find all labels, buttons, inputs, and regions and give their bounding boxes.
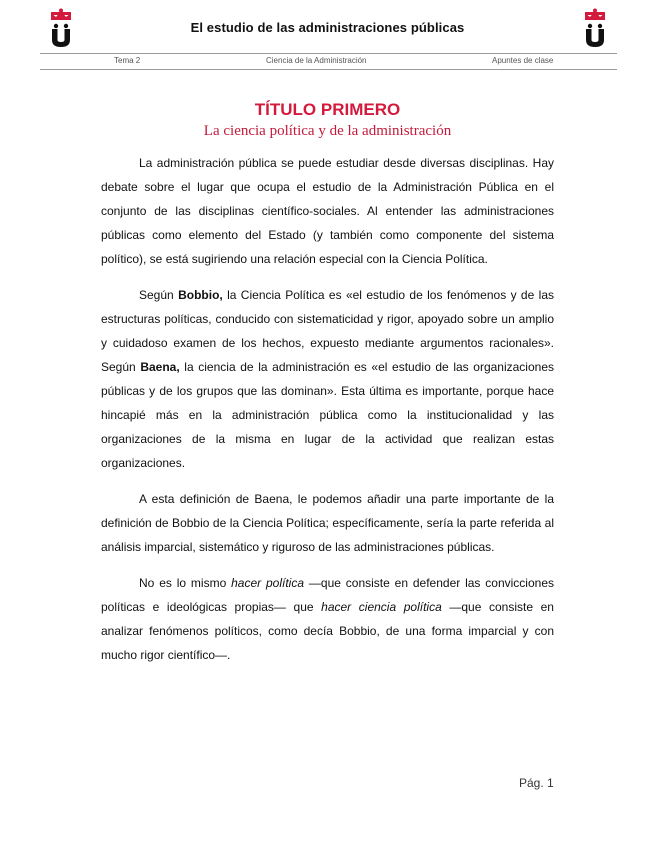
paragraph-text: La administración pública se puede estudiar desde diversas disciplinas. Hay debate sobre el lugar que ocupa el estudio de la Administración Pública en el conjunto de las disciplinas científico-sociales. Al entender las administraciones públicas como elemento del Estado (y también como componente del sistema político), se está sugiriendo una relación especial con la Ciencia Política. (101, 156, 554, 266)
paragraph-text: —que consiste en analizar fenómenos políticos, como decía Bobbio, de una forma imparcial y con mucho rigor científico—. (101, 600, 554, 662)
section-title: TÍTULO PRIMERO (254, 100, 401, 119)
section-subtitle: La ciencia política y de la administración (203, 123, 452, 139)
page-number: Pág. 1 (519, 776, 554, 790)
body-paragraph (101, 283, 554, 475)
paragraph-text: Según (139, 288, 179, 302)
header-title: El estudio de las administraciones públicas (190, 20, 465, 35)
subheader-topic: Tema 2 (114, 56, 141, 65)
paragraph-text: No es lo mismo (139, 576, 232, 590)
subheader-divider (40, 69, 617, 70)
bold-term: Baena, (140, 360, 180, 374)
italic-term: hacer ciencia política (321, 600, 442, 614)
body-paragraph (101, 151, 554, 271)
paragraph-text: la ciencia de la administración es «el estudio de las organizaciones públicas y de los grupos que las dominan». Esta última es importante, porque hace hincapié más en la administración pública como la institucionalidad y las organizaciones de la misma en lugar de la actividad que realizan estas organizaciones. (101, 360, 554, 470)
header-divider (40, 53, 617, 54)
body-paragraph (101, 487, 554, 559)
subheader-doc-type: Apuntes de clase (492, 56, 554, 65)
document-body (101, 151, 554, 667)
subheader-subject: Ciencia de la Administración (266, 56, 367, 65)
paragraph-text: la Ciencia Política es «el estudio de los fenómenos y de las estructuras políticas, conducido con sistematicidad y rigor, apoyado sobre un amplio y cuidadoso examen de los hechos, expuesto mediante argumentos racionales». Según (101, 288, 554, 374)
italic-term: hacer política (231, 576, 305, 590)
body-paragraph (101, 571, 554, 667)
paragraph-text: A esta definición de Baena, le podemos añadir una parte importante de la definición de Bobbio de la Ciencia Política; específicamente, sería la parte referida al análisis imparcial, sistemático y riguroso de las administraciones públicas. (101, 492, 554, 554)
paragraph-text: —que consiste en defender las convicciones políticas e ideológicas propias— que (101, 576, 554, 614)
bold-term: Bobbio, (178, 288, 223, 302)
